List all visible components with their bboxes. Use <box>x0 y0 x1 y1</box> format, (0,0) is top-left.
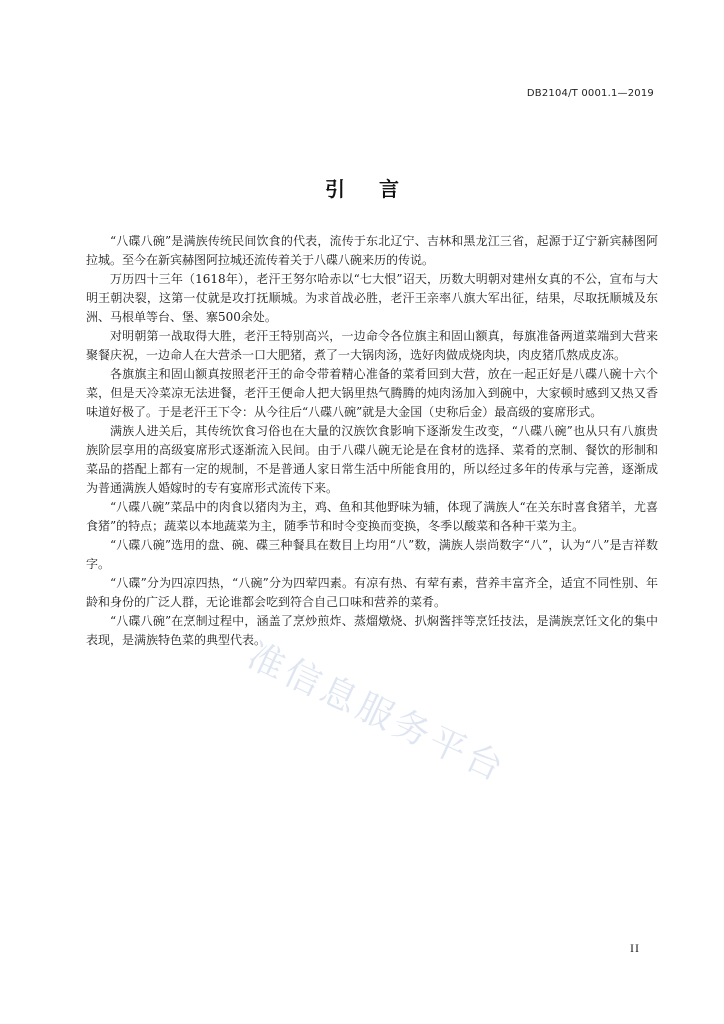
paragraph: “八碟八碗”菜品中的肉食以猪肉为主，鸡、鱼和其他野味为辅，体现了满族人“在关东时喜食猪羊，尤喜食猪”的特点；蔬菜以本地蔬菜为主，随季节和时令变换而变换，冬季以酸菜和各种干菜为主。 <box>86 500 658 533</box>
watermark: 准信息服务平台 <box>241 635 513 791</box>
page-title: 引言 <box>325 177 433 202</box>
paragraph: 对明朝第一战取得大胜，老汗王特别高兴，一边命令各位旗主和固山额真，每旗准备两道菜端到大营来聚餐庆祝，一边命人在大营杀一口大肥猪，煮了一大锅肉汤，选好肉做成烧肉块，肉皮猪爪熬成皮冻。 <box>86 329 658 362</box>
page-number: II <box>630 941 640 955</box>
paragraph: “八碟八碗”选用的盘、碗、碟三种餐具在数目上均用“八”数，满族人崇尚数字“八”，认为“八”是吉祥数字。 <box>86 538 658 571</box>
paragraph: 各旗旗主和固山额真按照老汗王的命令带着精心准备的菜肴回到大营，放在一起正好是八碟八碗十六个菜，但是天冷菜凉无法进餐，老汗王便命人把大锅里热气腾腾的炖肉汤加入到碗中，大家顿时感到又热又香味道好极了。于是老汗王下令：从今往后“八碟八碗”就是大金国（史称后金）最高级的宴席形式。 <box>86 367 658 419</box>
paragraph: “八碟八碗”是满族传统民间饮食的代表，流传于东北辽宁、吉林和黑龙江三省，起源于辽宁新宾赫图阿拉城。至今在新宾赫图阿拉城还流传着关于八碟八碗来历的传说。 <box>86 234 658 267</box>
paragraph: 满族人进关后，其传统饮食习俗也在大量的汉族饮食影响下逐渐发生改变，“八碟八碗”也从只有八旗贵族阶层享用的高级宴席形式逐渐流入民间。由于八碟八碗无论是在食材的选择、菜肴的烹制、餐饮的形制和菜品的搭配上都有一定的规制，不是普通人家日常生活中所能食用的，所以经过多年的传承与完善，逐渐成为普通满族人婚嫁时的专有宴席形式流传下来。 <box>86 424 658 495</box>
paragraph: “八碟八碗”在烹制过程中，涵盖了烹炒煎炸、蒸熘燉烧、扒焖酱拌等烹饪技法，是满族烹饪文化的集中表现，是满族特色菜的典型代表。 <box>86 614 658 647</box>
document-number: DB2104/T 0001.1—2019 <box>526 88 654 99</box>
paragraph: 万历四十三年（1618年），老汗王努尔哈赤以“七大恨”诏天，历数大明朝对建州女真的不公，宣布与大明王朝决裂，这第一仗就是攻打抚顺城。为求首战必胜，老汗王亲率八旗大军出征，结果，尽取抚顺城及东洲、马根单等台、堡、寨500余处。 <box>86 272 658 324</box>
paragraph: “八碟”分为四凉四热，“八碗”分为四荤四素。有凉有热、有荤有素，营养丰富齐全，适宜不同性别、年龄和身份的广泛人群，无论谁都会吃到符合自己口味和营养的菜肴。 <box>86 576 658 609</box>
body-text <box>86 232 658 650</box>
